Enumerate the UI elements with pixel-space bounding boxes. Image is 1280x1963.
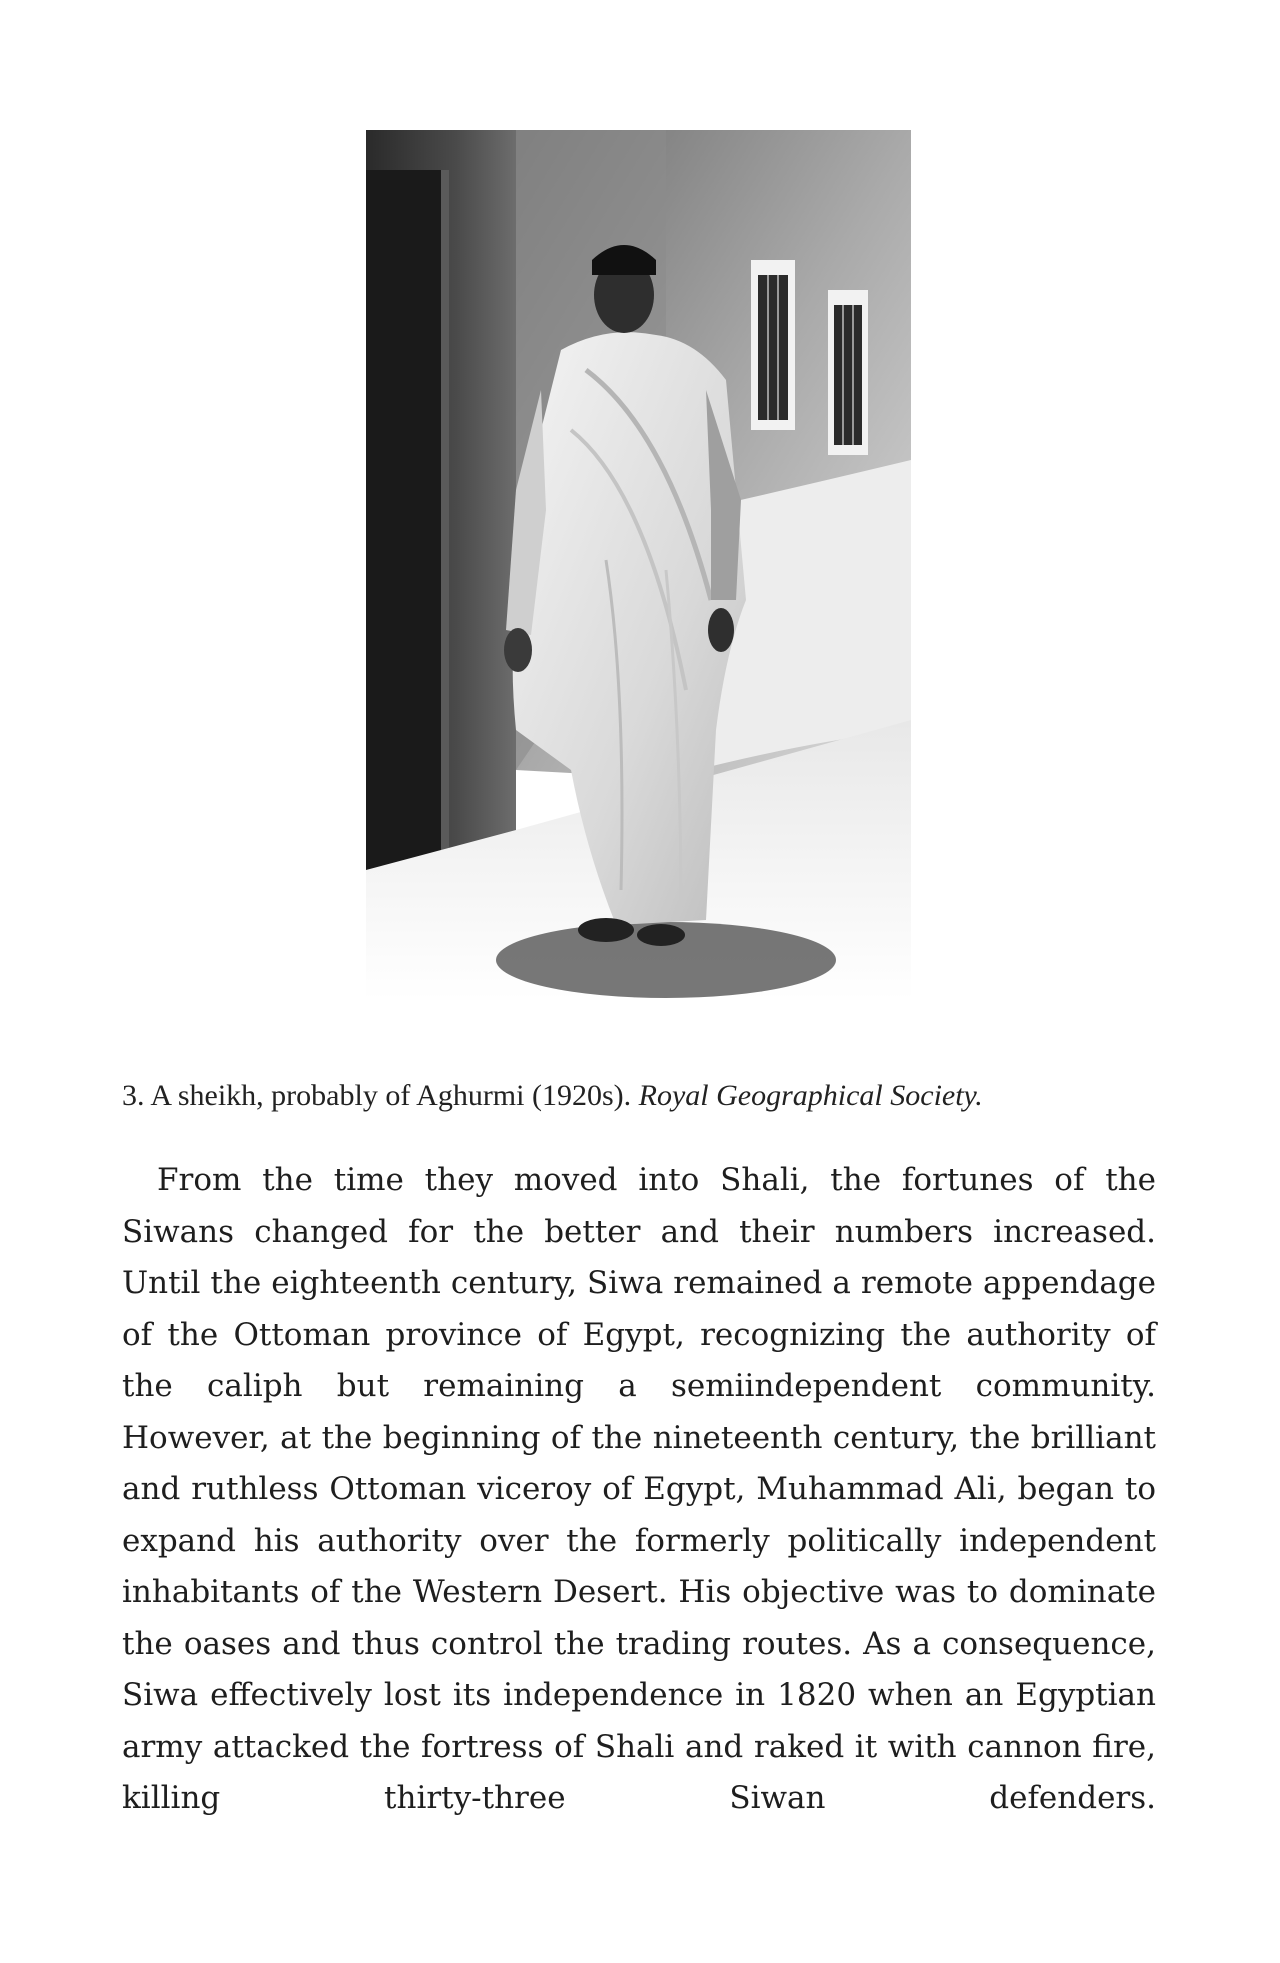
figure-caption [122, 1076, 1162, 1116]
paragraph-text: From the time they moved into Shali, the fortunes of the Siwans changed for the better and their numbers increased. Until the eighteenth century, Siwa remained a remote appendage of the Ottoman province of Egypt, recognizing the authority of the caliph but remaining a semiindependent community. However, at the beginning of the nineteenth century, the brilliant and ruthless Ottoman viceroy of Egypt, Muhammad Ali, began to expand his authority over the formerly politically independent inhabitants of the Western Desert. His objective was to dominate the oases and thus control the trading routes. As a consequence, Siwa effectively lost its independence in 1820 when an Egyptian army attacked the fortress of Shali and raked it with cannon fire, killing thirty-three Siwan defenders. [122, 1162, 1156, 1816]
sheikh-photograph [366, 130, 911, 1000]
photo-illustration [366, 130, 911, 1000]
caption-credit: Royal Geographical Society. [638, 1079, 983, 1112]
body-paragraph [122, 1155, 1156, 1825]
caption-text: 3. A sheikh, probably of Aghurmi (1920s). [122, 1079, 639, 1112]
